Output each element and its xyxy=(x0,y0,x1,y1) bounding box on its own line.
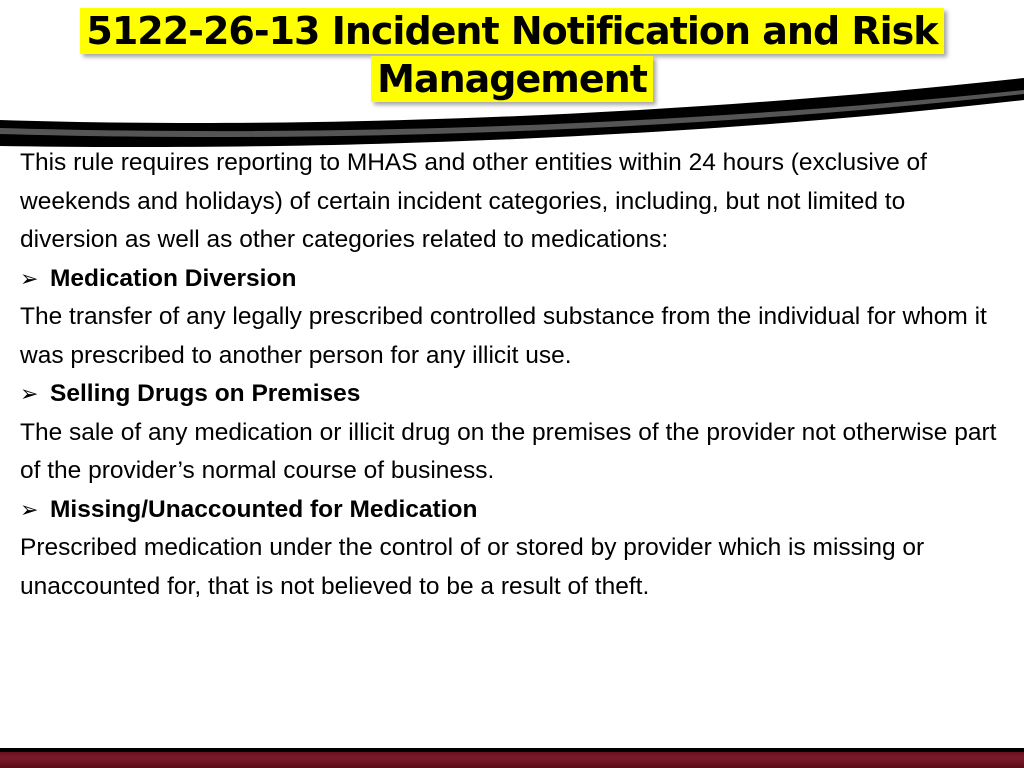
header-swoosh-decoration xyxy=(0,50,1024,150)
arrow-bullet-icon: ➢ xyxy=(20,265,39,291)
bullet-description: The transfer of any legally prescribed controlled substance from the individual for whom it was prescribed to another person for any illicit use. xyxy=(20,303,987,369)
bullet-description: The sale of any medication or illicit drug on the premises of the provider not otherwise part of the provider’s normal course of business. xyxy=(20,418,997,484)
intro-paragraph: This rule requires reporting to MHAS and other entities within 24 hours (exclusive of weekends and holidays) of certain incident categories, including, but not limited to diversion as well as other categories related to medications: xyxy=(20,149,927,253)
slide-body xyxy=(20,144,1005,606)
bullet-item xyxy=(20,260,1005,299)
bullet-heading: Missing/Unaccounted for Medication xyxy=(50,495,478,523)
footer-accent-bar-fill xyxy=(0,752,1024,768)
bullet-heading: Medication Diversion xyxy=(50,264,297,292)
bullet-item xyxy=(20,375,1005,414)
bullet-item xyxy=(20,491,1005,530)
arrow-bullet-icon: ➢ xyxy=(20,381,39,406)
title-line-2: Management xyxy=(371,56,653,102)
bullet-heading: Selling Drugs on Premises xyxy=(50,380,361,407)
bullet-description: Prescribed medication under the control of or stored by provider which is missing or unaccounted for, that is not believed to be a result of theft. xyxy=(20,534,925,600)
title-line-1: 5122-26-13 Incident Notification and Risk xyxy=(80,8,943,54)
arrow-bullet-icon: ➢ xyxy=(20,496,39,522)
footer-accent-bar xyxy=(0,748,1024,768)
